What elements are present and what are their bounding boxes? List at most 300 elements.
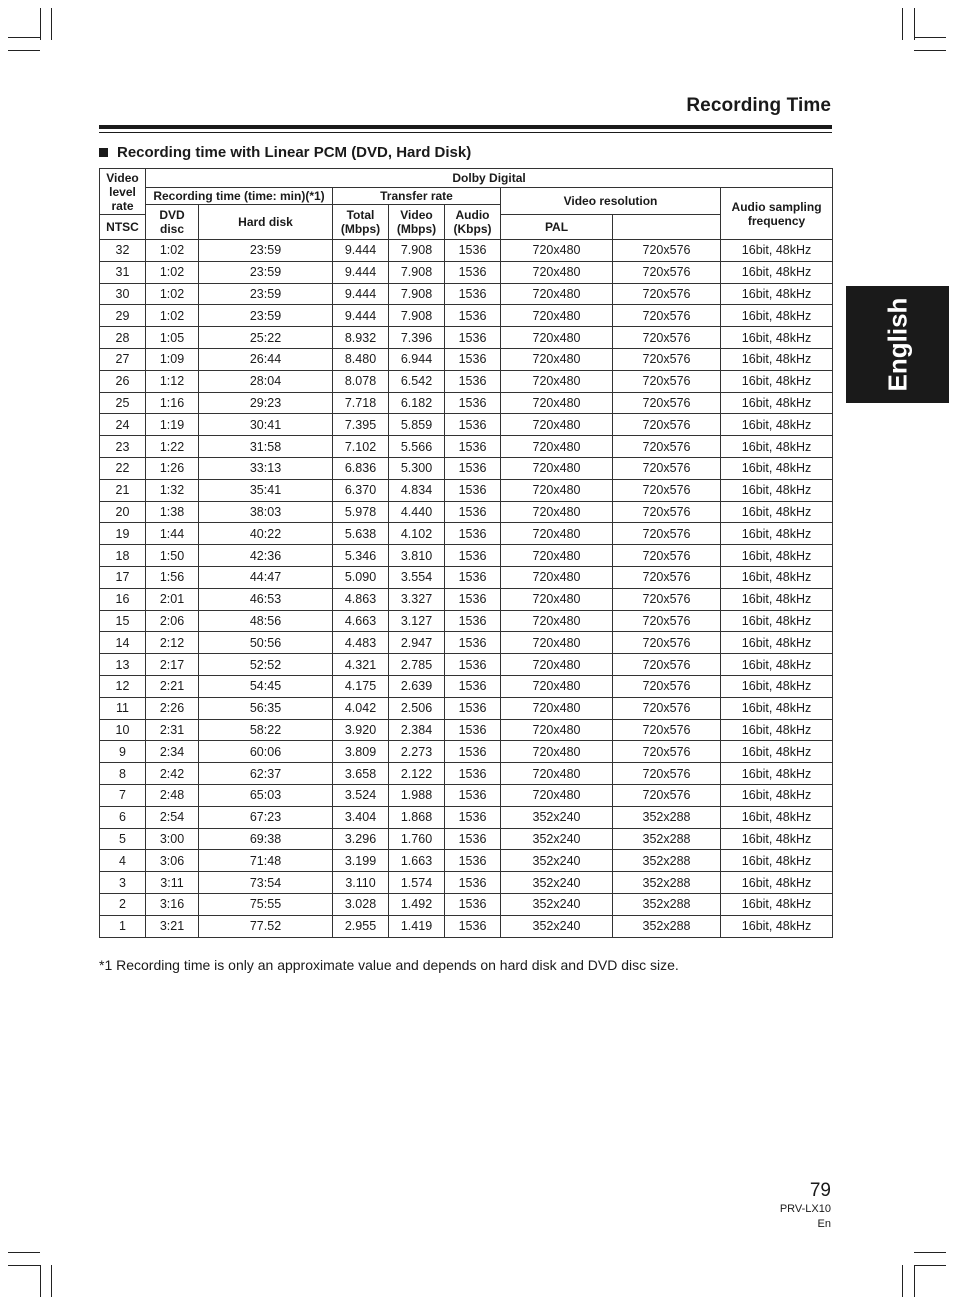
cell-audio-sampling: 16bit, 48kHz [721, 763, 833, 785]
cell-total-mbps: 3.920 [333, 719, 389, 741]
cell-audio-sampling: 16bit, 48kHz [721, 741, 833, 763]
cell-video-mbps: 2.785 [389, 654, 445, 676]
subheading [99, 144, 471, 161]
crop-mark [914, 1252, 946, 1253]
cell-dvd-disc-time: 1:02 [146, 240, 199, 262]
cell-ntsc-resolution: 352x240 [501, 806, 613, 828]
cell-video-mbps: 3.127 [389, 610, 445, 632]
cell-audio-kbps: 1536 [445, 784, 501, 806]
cell-dvd-disc-time: 1:19 [146, 414, 199, 436]
cell-hard-disk-time: 67:23 [199, 806, 333, 828]
cell-hard-disk-time: 23:59 [199, 240, 333, 262]
cell-audio-sampling: 16bit, 48kHz [721, 261, 833, 283]
cell-hard-disk-time: 29:23 [199, 392, 333, 414]
cell-ntsc-resolution: 720x480 [501, 501, 613, 523]
table-row [100, 327, 833, 349]
cell-pal-resolution: 720x576 [613, 348, 721, 370]
cell-audio-sampling: 16bit, 48kHz [721, 915, 833, 937]
cell-audio-kbps: 1536 [445, 305, 501, 327]
cell-audio-sampling: 16bit, 48kHz [721, 566, 833, 588]
cell-dvd-disc-time: 1:44 [146, 523, 199, 545]
cell-audio-sampling: 16bit, 48kHz [721, 545, 833, 567]
cell-hard-disk-time: 23:59 [199, 305, 333, 327]
cell-audio-kbps: 1536 [445, 763, 501, 785]
table-row [100, 436, 833, 458]
cell-video-mbps: 5.859 [389, 414, 445, 436]
cell-ntsc-resolution: 720x480 [501, 436, 613, 458]
cell-dvd-disc-time: 3:11 [146, 872, 199, 894]
table-row [100, 588, 833, 610]
crop-mark [914, 1265, 946, 1266]
cell-audio-kbps: 1536 [445, 545, 501, 567]
cell-dvd-disc-time: 1:16 [146, 392, 199, 414]
crop-mark [8, 1265, 40, 1266]
cell-pal-resolution: 720x576 [613, 240, 721, 262]
cell-video-level: 25 [100, 392, 146, 414]
cell-video-level: 1 [100, 915, 146, 937]
cell-video-level: 29 [100, 305, 146, 327]
cell-video-mbps: 6.182 [389, 392, 445, 414]
cell-audio-sampling: 16bit, 48kHz [721, 588, 833, 610]
header-dolby-digital: Dolby Digital [146, 169, 833, 188]
cell-audio-kbps: 1536 [445, 741, 501, 763]
table-row [100, 675, 833, 697]
cell-total-mbps: 4.042 [333, 697, 389, 719]
subheading-text: Recording time with Linear PCM (DVD, Hard Disk) [117, 144, 472, 161]
cell-dvd-disc-time: 2:42 [146, 763, 199, 785]
cell-ntsc-resolution: 720x480 [501, 392, 613, 414]
cell-video-mbps: 5.300 [389, 457, 445, 479]
cell-ntsc-resolution: 720x480 [501, 741, 613, 763]
cell-pal-resolution: 720x576 [613, 414, 721, 436]
cell-audio-kbps: 1536 [445, 915, 501, 937]
cell-audio-kbps: 1536 [445, 261, 501, 283]
crop-mark [914, 37, 946, 38]
title-rule-thin [99, 132, 832, 133]
cell-pal-resolution: 352x288 [613, 872, 721, 894]
cell-pal-resolution: 352x288 [613, 828, 721, 850]
cell-audio-kbps: 1536 [445, 436, 501, 458]
cell-ntsc-resolution: 352x240 [501, 915, 613, 937]
cell-hard-disk-time: 38:03 [199, 501, 333, 523]
cell-dvd-disc-time: 2:12 [146, 632, 199, 654]
cell-hard-disk-time: 69:38 [199, 828, 333, 850]
crop-mark [914, 1265, 915, 1297]
cell-audio-sampling: 16bit, 48kHz [721, 850, 833, 872]
cell-video-mbps: 1.492 [389, 893, 445, 915]
cell-video-mbps: 1.419 [389, 915, 445, 937]
crop-mark [902, 1265, 903, 1297]
cell-total-mbps: 9.444 [333, 261, 389, 283]
cell-pal-resolution: 720x576 [613, 697, 721, 719]
cell-audio-sampling: 16bit, 48kHz [721, 675, 833, 697]
cell-total-mbps: 9.444 [333, 240, 389, 262]
cell-audio-sampling: 16bit, 48kHz [721, 697, 833, 719]
cell-dvd-disc-time: 2:31 [146, 719, 199, 741]
cell-pal-resolution: 352x288 [613, 915, 721, 937]
title-rule [99, 125, 832, 129]
cell-video-level: 9 [100, 741, 146, 763]
table-row [100, 240, 833, 262]
cell-total-mbps: 4.863 [333, 588, 389, 610]
cell-hard-disk-time: 60:06 [199, 741, 333, 763]
cell-total-mbps: 6.836 [333, 457, 389, 479]
cell-hard-disk-time: 65:03 [199, 784, 333, 806]
cell-video-mbps: 1.574 [389, 872, 445, 894]
cell-video-mbps: 6.542 [389, 370, 445, 392]
cell-hard-disk-time: 23:59 [199, 283, 333, 305]
crop-mark [8, 50, 40, 51]
cell-video-mbps: 7.908 [389, 240, 445, 262]
language-tab-label: English [882, 297, 912, 392]
cell-dvd-disc-time: 1:02 [146, 283, 199, 305]
cell-hard-disk-time: 71:48 [199, 850, 333, 872]
table-row [100, 370, 833, 392]
cell-audio-kbps: 1536 [445, 675, 501, 697]
page-number: 79 [809, 1180, 831, 1201]
cell-video-level: 16 [100, 588, 146, 610]
cell-total-mbps: 3.404 [333, 806, 389, 828]
cell-video-level: 7 [100, 784, 146, 806]
table-row [100, 392, 833, 414]
cell-audio-sampling: 16bit, 48kHz [721, 414, 833, 436]
table-row [100, 305, 833, 327]
cell-audio-kbps: 1536 [445, 654, 501, 676]
cell-hard-disk-time: 42:36 [199, 545, 333, 567]
cell-dvd-disc-time: 2:21 [146, 675, 199, 697]
cell-video-mbps: 6.944 [389, 348, 445, 370]
table-row [100, 610, 833, 632]
cell-total-mbps: 3.296 [333, 828, 389, 850]
cell-video-level: 27 [100, 348, 146, 370]
cell-dvd-disc-time: 3:00 [146, 828, 199, 850]
cell-pal-resolution: 720x576 [613, 370, 721, 392]
table-row [100, 566, 833, 588]
cell-ntsc-resolution: 352x240 [501, 828, 613, 850]
cell-dvd-disc-time: 3:16 [146, 893, 199, 915]
cell-audio-sampling: 16bit, 48kHz [721, 327, 833, 349]
cell-audio-sampling: 16bit, 48kHz [721, 436, 833, 458]
cell-pal-resolution: 720x576 [613, 457, 721, 479]
cell-video-mbps: 1.760 [389, 828, 445, 850]
cell-audio-kbps: 1536 [445, 806, 501, 828]
cell-hard-disk-time: 77.52 [199, 915, 333, 937]
cell-pal-resolution: 720x576 [613, 675, 721, 697]
cell-dvd-disc-time: 1:50 [146, 545, 199, 567]
crop-mark [914, 8, 915, 40]
cell-audio-kbps: 1536 [445, 479, 501, 501]
cell-hard-disk-time: 28:04 [199, 370, 333, 392]
cell-video-mbps: 4.102 [389, 523, 445, 545]
cell-pal-resolution: 720x576 [613, 501, 721, 523]
cell-ntsc-resolution: 720x480 [501, 283, 613, 305]
table-row [100, 479, 833, 501]
table-row [100, 872, 833, 894]
cell-audio-kbps: 1536 [445, 523, 501, 545]
cell-audio-sampling: 16bit, 48kHz [721, 370, 833, 392]
header-video-level-rate: Video level rate [100, 169, 146, 215]
cell-video-mbps: 2.273 [389, 741, 445, 763]
header-transfer-rate: Transfer rate [333, 188, 501, 205]
footnote: *1 Recording time is only an approximate value and depends on hard disk and DVD disc size. [99, 957, 679, 973]
cell-dvd-disc-time: 2:34 [146, 741, 199, 763]
cell-pal-resolution: 720x576 [613, 719, 721, 741]
cell-video-level: 3 [100, 872, 146, 894]
cell-video-level: 28 [100, 327, 146, 349]
cell-dvd-disc-time: 1:32 [146, 479, 199, 501]
cell-total-mbps: 8.480 [333, 348, 389, 370]
cell-video-level: 23 [100, 436, 146, 458]
cell-audio-sampling: 16bit, 48kHz [721, 719, 833, 741]
cell-total-mbps: 7.395 [333, 414, 389, 436]
cell-total-mbps: 4.321 [333, 654, 389, 676]
table-row [100, 763, 833, 785]
language-code: En [817, 1218, 831, 1230]
cell-dvd-disc-time: 1:38 [146, 501, 199, 523]
cell-audio-kbps: 1536 [445, 240, 501, 262]
cell-video-level: 22 [100, 457, 146, 479]
cell-total-mbps: 2.955 [333, 915, 389, 937]
model-number: PRV-LX10 [779, 1203, 831, 1215]
cell-total-mbps: 3.524 [333, 784, 389, 806]
cell-audio-sampling: 16bit, 48kHz [721, 632, 833, 654]
cell-video-level: 14 [100, 632, 146, 654]
cell-total-mbps: 4.663 [333, 610, 389, 632]
cell-video-mbps: 3.554 [389, 566, 445, 588]
cell-pal-resolution: 720x576 [613, 566, 721, 588]
table-row [100, 632, 833, 654]
cell-audio-sampling: 16bit, 48kHz [721, 610, 833, 632]
cell-video-mbps: 7.396 [389, 327, 445, 349]
cell-audio-kbps: 1536 [445, 850, 501, 872]
table-row [100, 545, 833, 567]
cell-total-mbps: 7.102 [333, 436, 389, 458]
cell-audio-kbps: 1536 [445, 566, 501, 588]
cell-hard-disk-time: 31:58 [199, 436, 333, 458]
cell-hard-disk-time: 25:22 [199, 327, 333, 349]
cell-ntsc-resolution: 720x480 [501, 327, 613, 349]
cell-video-level: 21 [100, 479, 146, 501]
cell-pal-resolution: 720x576 [613, 545, 721, 567]
cell-total-mbps: 3.110 [333, 872, 389, 894]
cell-video-mbps: 1.663 [389, 850, 445, 872]
cell-ntsc-resolution: 720x480 [501, 261, 613, 283]
header-video-mbps: Video (Mbps) [389, 205, 445, 240]
cell-video-mbps: 4.440 [389, 501, 445, 523]
cell-ntsc-resolution: 720x480 [501, 654, 613, 676]
cell-total-mbps: 9.444 [333, 305, 389, 327]
cell-total-mbps: 8.932 [333, 327, 389, 349]
header-audio-kbps: Audio (Kbps) [445, 205, 501, 240]
header-audio-sampling: Audio sampling frequency [721, 188, 833, 240]
cell-pal-resolution: 352x288 [613, 806, 721, 828]
cell-audio-kbps: 1536 [445, 283, 501, 305]
cell-video-level: 13 [100, 654, 146, 676]
cell-dvd-disc-time: 1:22 [146, 436, 199, 458]
cell-hard-disk-time: 23:59 [199, 261, 333, 283]
header-recording-time: Recording time (time: min)(*1) [146, 188, 333, 205]
cell-dvd-disc-time: 1:02 [146, 261, 199, 283]
table-row [100, 784, 833, 806]
cell-total-mbps: 4.483 [333, 632, 389, 654]
cell-audio-sampling: 16bit, 48kHz [721, 240, 833, 262]
crop-mark [914, 50, 946, 51]
cell-pal-resolution: 720x576 [613, 654, 721, 676]
cell-pal-resolution: 720x576 [613, 436, 721, 458]
table-body [100, 240, 833, 938]
cell-hard-disk-time: 56:35 [199, 697, 333, 719]
cell-dvd-disc-time: 2:54 [146, 806, 199, 828]
cell-video-mbps: 2.947 [389, 632, 445, 654]
cell-pal-resolution: 720x576 [613, 392, 721, 414]
table-row [100, 697, 833, 719]
cell-dvd-disc-time: 3:21 [146, 915, 199, 937]
cell-audio-kbps: 1536 [445, 370, 501, 392]
cell-audio-kbps: 1536 [445, 697, 501, 719]
header-ntsc: NTSC [100, 215, 146, 240]
cell-total-mbps: 6.370 [333, 479, 389, 501]
table-row [100, 283, 833, 305]
cell-hard-disk-time: 44:47 [199, 566, 333, 588]
cell-audio-sampling: 16bit, 48kHz [721, 893, 833, 915]
cell-hard-disk-time: 75:55 [199, 893, 333, 915]
cell-audio-sampling: 16bit, 48kHz [721, 457, 833, 479]
cell-dvd-disc-time: 2:17 [146, 654, 199, 676]
cell-audio-sampling: 16bit, 48kHz [721, 501, 833, 523]
header-total-mbps: Total (Mbps) [333, 205, 389, 240]
cell-total-mbps: 7.718 [333, 392, 389, 414]
cell-ntsc-resolution: 720x480 [501, 370, 613, 392]
cell-hard-disk-time: 54:45 [199, 675, 333, 697]
cell-pal-resolution: 720x576 [613, 283, 721, 305]
cell-total-mbps: 4.175 [333, 675, 389, 697]
cell-video-mbps: 2.639 [389, 675, 445, 697]
cell-pal-resolution: 720x576 [613, 763, 721, 785]
cell-audio-sampling: 16bit, 48kHz [721, 872, 833, 894]
cell-ntsc-resolution: 720x480 [501, 240, 613, 262]
cell-audio-kbps: 1536 [445, 501, 501, 523]
cell-video-level: 18 [100, 545, 146, 567]
cell-video-level: 8 [100, 763, 146, 785]
cell-ntsc-resolution: 352x240 [501, 893, 613, 915]
table-row [100, 654, 833, 676]
cell-audio-sampling: 16bit, 48kHz [721, 305, 833, 327]
cell-audio-sampling: 16bit, 48kHz [721, 348, 833, 370]
cell-dvd-disc-time: 1:02 [146, 305, 199, 327]
cell-ntsc-resolution: 720x480 [501, 457, 613, 479]
table-row [100, 850, 833, 872]
cell-video-mbps: 3.327 [389, 588, 445, 610]
cell-video-level: 17 [100, 566, 146, 588]
cell-ntsc-resolution: 720x480 [501, 697, 613, 719]
cell-video-level: 15 [100, 610, 146, 632]
cell-pal-resolution: 720x576 [613, 523, 721, 545]
cell-hard-disk-time: 52:52 [199, 654, 333, 676]
cell-video-level: 10 [100, 719, 146, 741]
cell-dvd-disc-time: 2:01 [146, 588, 199, 610]
table-row [100, 806, 833, 828]
crop-mark [40, 1265, 41, 1297]
table-row [100, 523, 833, 545]
crop-mark [8, 1252, 40, 1253]
cell-total-mbps: 5.090 [333, 566, 389, 588]
table-row [100, 348, 833, 370]
cell-pal-resolution: 720x576 [613, 327, 721, 349]
cell-ntsc-resolution: 720x480 [501, 719, 613, 741]
header-pal: PAL [501, 215, 613, 240]
cell-total-mbps: 3.199 [333, 850, 389, 872]
cell-audio-sampling: 16bit, 48kHz [721, 828, 833, 850]
header-dvd-disc: DVD disc [146, 205, 199, 240]
cell-video-level: 4 [100, 850, 146, 872]
cell-pal-resolution: 352x288 [613, 850, 721, 872]
cell-dvd-disc-time: 1:09 [146, 348, 199, 370]
cell-hard-disk-time: 50:56 [199, 632, 333, 654]
cell-audio-sampling: 16bit, 48kHz [721, 523, 833, 545]
cell-total-mbps: 5.638 [333, 523, 389, 545]
table-row [100, 893, 833, 915]
cell-hard-disk-time: 26:44 [199, 348, 333, 370]
cell-hard-disk-time: 46:53 [199, 588, 333, 610]
cell-pal-resolution: 720x576 [613, 784, 721, 806]
cell-audio-kbps: 1536 [445, 872, 501, 894]
cell-total-mbps: 3.028 [333, 893, 389, 915]
table-row [100, 457, 833, 479]
cell-dvd-disc-time: 1:12 [146, 370, 199, 392]
cell-pal-resolution: 720x576 [613, 479, 721, 501]
cell-video-mbps: 3.810 [389, 545, 445, 567]
cell-ntsc-resolution: 720x480 [501, 632, 613, 654]
language-tab [846, 286, 949, 403]
square-bullet-icon [99, 148, 108, 157]
cell-audio-kbps: 1536 [445, 893, 501, 915]
cell-hard-disk-time: 40:22 [199, 523, 333, 545]
cell-pal-resolution: 720x576 [613, 305, 721, 327]
cell-ntsc-resolution: 720x480 [501, 675, 613, 697]
cell-dvd-disc-time: 2:48 [146, 784, 199, 806]
cell-audio-sampling: 16bit, 48kHz [721, 392, 833, 414]
cell-video-level: 31 [100, 261, 146, 283]
cell-video-level: 32 [100, 240, 146, 262]
cell-audio-kbps: 1536 [445, 392, 501, 414]
cell-pal-resolution: 720x576 [613, 610, 721, 632]
cell-audio-sampling: 16bit, 48kHz [721, 283, 833, 305]
cell-dvd-disc-time: 2:06 [146, 610, 199, 632]
cell-dvd-disc-time: 1:56 [146, 566, 199, 588]
cell-ntsc-resolution: 720x480 [501, 763, 613, 785]
cell-video-level: 19 [100, 523, 146, 545]
cell-audio-kbps: 1536 [445, 610, 501, 632]
cell-audio-sampling: 16bit, 48kHz [721, 654, 833, 676]
cell-total-mbps: 3.658 [333, 763, 389, 785]
cell-pal-resolution: 352x288 [613, 893, 721, 915]
cell-hard-disk-time: 30:41 [199, 414, 333, 436]
cell-video-level: 20 [100, 501, 146, 523]
cell-hard-disk-time: 48:56 [199, 610, 333, 632]
cell-total-mbps: 5.978 [333, 501, 389, 523]
cell-ntsc-resolution: 720x480 [501, 588, 613, 610]
cell-total-mbps: 8.078 [333, 370, 389, 392]
crop-mark [51, 8, 52, 40]
cell-video-mbps: 4.834 [389, 479, 445, 501]
cell-ntsc-resolution: 720x480 [501, 610, 613, 632]
cell-video-level: 24 [100, 414, 146, 436]
cell-video-level: 30 [100, 283, 146, 305]
cell-audio-kbps: 1536 [445, 632, 501, 654]
crop-mark [8, 37, 40, 38]
cell-video-mbps: 5.566 [389, 436, 445, 458]
cell-video-mbps: 2.506 [389, 697, 445, 719]
